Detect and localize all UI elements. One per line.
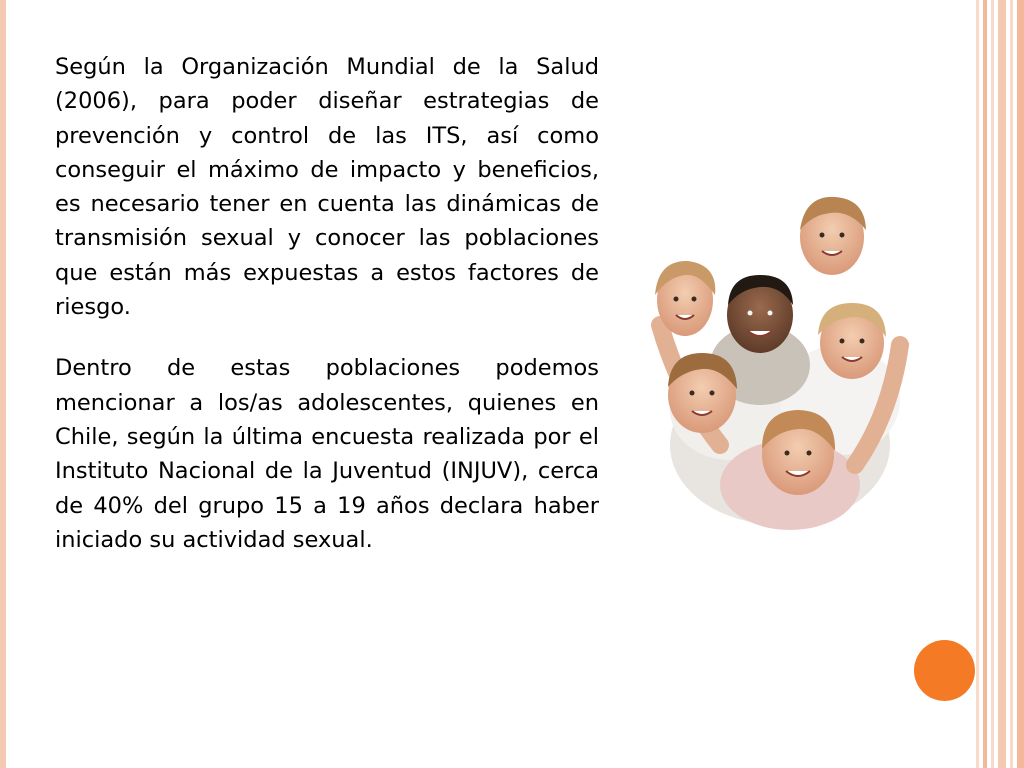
orange-dot-decoration [914,640,975,701]
left-border-decoration [0,0,6,768]
paragraph-adolescents: Dentro de estas poblaciones podemos mencionar a los/as adolescentes, quienes en Chile, según la última encuesta realizada por el Instituto Nacional de la Juventud (INJUV), cerca de 40% del grupo 15 a 19 años declara haber iniciado su actividad sexual. [55,355,599,553]
body-text [55,50,599,584]
right-border-decoration [976,0,1024,768]
group-of-teenagers-photo [640,195,915,535]
paragraph-who: Según la Organización Mundial de la Salud (2006), para poder diseñar estrategias de prevención y control de las ITS, así como conseguir el máximo de impacto y beneficios, es necesario tener en cuenta las dinámicas de transmisión sexual y conocer las poblaciones que están más expuestas a estos factores de riesgo. [55,54,599,321]
